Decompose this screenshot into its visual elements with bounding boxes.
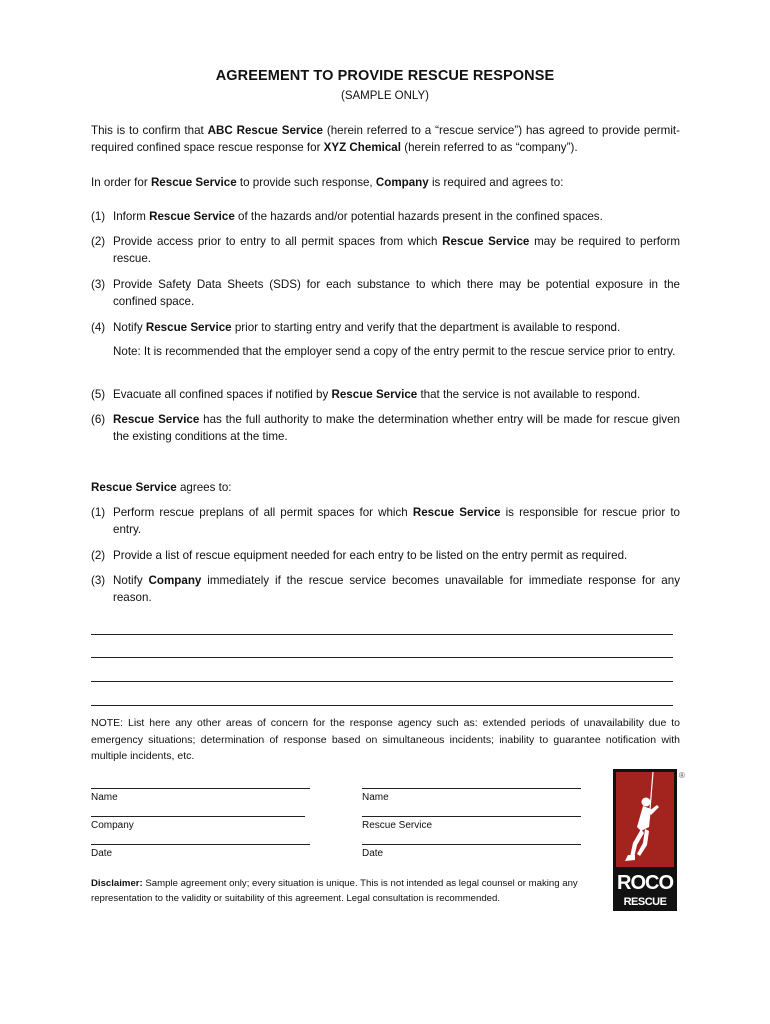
company-requirements-intro (91, 174, 680, 191)
item-text: Provide Safety Data Sheets (SDS) for each substance to which there may be potential exposure in the confined space. (113, 278, 680, 308)
logo-rescue-text: RESCUE (623, 896, 667, 908)
item-text: Evacuate all confined spaces if notified by (113, 388, 332, 401)
list-item (91, 547, 680, 564)
list-item (91, 386, 680, 403)
item-text: is responsible for rescue prior to entry. (113, 506, 680, 536)
intro-rescue-name: ABC Rescue Service (207, 124, 323, 137)
signature-label: Rescue Service (362, 820, 433, 831)
list-item (91, 411, 680, 445)
signature-label: Name (91, 792, 118, 803)
rescue-requirements-intro (91, 479, 680, 496)
list-item (91, 276, 680, 310)
item-number: (3) (91, 574, 106, 587)
list-item (91, 319, 680, 336)
item-text: Perform rescue preplans of all permit spaces for which (113, 506, 413, 519)
intro-bold: Rescue Service (150, 176, 237, 189)
signature-line-date-left[interactable] (91, 844, 310, 845)
item-text: has the full authority to make the determination whether entry will be made for rescue given the existing conditions at the time. (113, 413, 680, 443)
rescue-heading-text: agrees to: (176, 481, 232, 494)
item-number: (1) (91, 210, 106, 223)
intro-text: (herein referred to a “rescue service”) has agreed to provide permit-required confined space rescue response for (91, 124, 680, 154)
item-text: Notify (113, 574, 149, 587)
disclaimer (91, 876, 601, 906)
concerns-note: NOTE: List here any other areas of concern for the response agency such as: extended periods of unavailability due to emergency situations; determination of response based on simultaneous incidents; inability to guarantee notification with multiple incidents, etc. (91, 717, 680, 762)
item-text: Provide a list of rescue equipment needed for each entry to be listed on the entry permit as required. (113, 549, 628, 562)
item-text: prior to starting entry and verify that the department is available to respond. (231, 321, 621, 334)
signature-line-name-right[interactable] (362, 788, 581, 789)
item-bold: Rescue Service (145, 321, 232, 334)
item-bold: Rescue Service (331, 388, 418, 401)
signature-line-name-left[interactable] (91, 788, 310, 789)
intro-company-name: XYZ Chemical (323, 141, 401, 154)
document-subtitle: (SAMPLE ONLY) (341, 90, 429, 102)
rescue-heading-bold: Rescue Service (91, 481, 177, 494)
list-item-note (91, 343, 680, 360)
roco-rescue-logo (613, 769, 677, 911)
item-number: (1) (91, 506, 106, 519)
signature-label: Date (362, 848, 384, 859)
blank-line[interactable] (91, 705, 673, 706)
item-number: (2) (91, 549, 106, 562)
list-item (91, 504, 680, 538)
intro-bold: Company (375, 176, 429, 189)
logo-roco-text: ROCO (617, 872, 673, 894)
signature-line-date-right[interactable] (362, 844, 581, 845)
intro-paragraph (91, 122, 680, 156)
item-number: (3) (91, 278, 106, 291)
intro-text: In order for (91, 176, 151, 189)
disclaimer-text: Sample agreement only; every situation is unique. This is not intended as legal counsel or making any representation to the validity or suitability of this agreement. Legal consultation is recommended. (91, 878, 578, 904)
item-text: Notify (113, 321, 146, 334)
blank-line[interactable] (91, 657, 673, 658)
item-text: of the hazards and/or potential hazards present in the confined spaces. (234, 210, 603, 223)
item-bold: Rescue Service (442, 235, 530, 248)
item-number: (6) (91, 413, 106, 426)
signature-label: Date (91, 848, 113, 859)
intro-text: This is to confirm that (91, 124, 208, 137)
signature-line-company[interactable] (91, 816, 305, 817)
item-text: may be required to perform rescue. (113, 235, 680, 265)
item-text: immediately if the rescue service becomes unavailable for immediate response for any reason. (113, 574, 680, 604)
item-text: Inform (113, 210, 150, 223)
intro-text: to provide such response, (236, 176, 376, 189)
list-item (91, 572, 680, 606)
item-text: Provide access prior to entry to all permit spaces from which (113, 235, 443, 248)
intro-text: (herein referred to as “company”). (400, 141, 578, 154)
blank-line[interactable] (91, 634, 673, 635)
list-item (91, 208, 680, 225)
signature-line-rescue-service[interactable] (362, 816, 581, 817)
item-bold: Rescue Service (149, 210, 235, 223)
list-item (91, 233, 680, 267)
item-number: (2) (91, 235, 106, 248)
registered-mark: ® (679, 771, 685, 780)
item-bold: Rescue Service (113, 413, 200, 426)
signature-label: Name (362, 792, 389, 803)
item-note-text: Note: It is recommended that the employer send a copy of the entry permit to the rescue service prior to entry. (113, 345, 676, 358)
intro-text: is required and agrees to: (428, 176, 564, 189)
signature-label: Company (91, 820, 134, 831)
blank-line[interactable] (91, 681, 673, 682)
document-title: AGREEMENT TO PROVIDE RESCUE RESPONSE (215, 68, 555, 84)
item-bold: Rescue Service (412, 506, 501, 519)
item-text: that the service is not available to respond. (417, 388, 641, 401)
item-number: (4) (91, 321, 106, 334)
disclaimer-label: Disclaimer: (91, 878, 143, 889)
item-number: (5) (91, 388, 106, 401)
item-bold: Company (148, 574, 202, 587)
